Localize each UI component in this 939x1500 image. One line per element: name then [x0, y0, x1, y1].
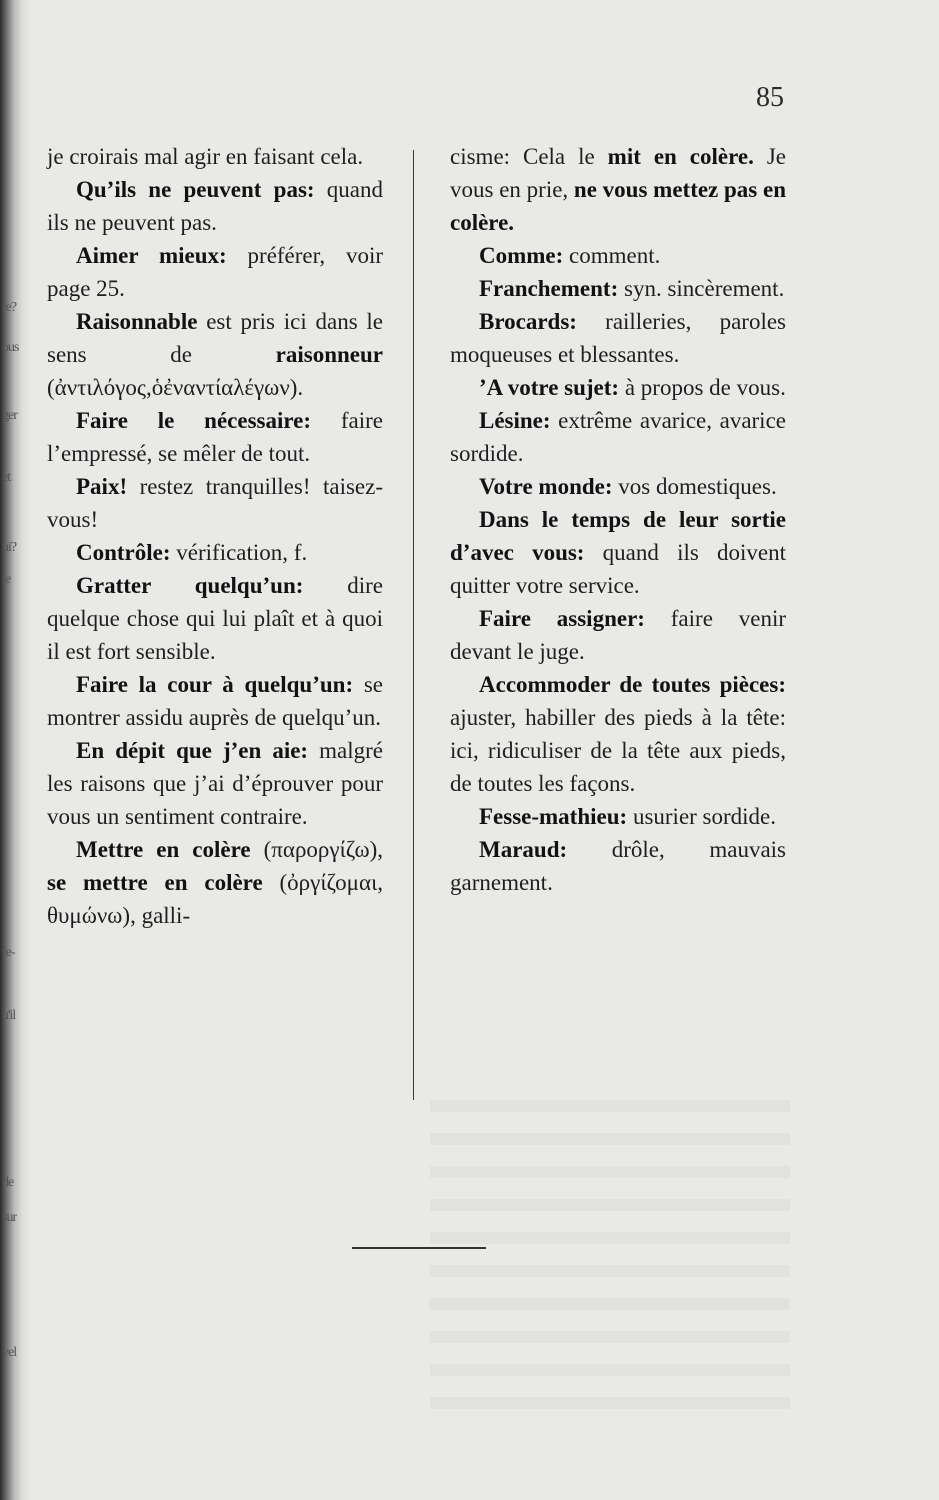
- entry-definition: à propos de vous.: [619, 375, 786, 400]
- entry-definition: malgré les raisons que j’ai d’éprouver pour vous un sentiment contraire.: [47, 738, 384, 829]
- entry-definition: quand ils doivent quitter votre service.: [450, 540, 786, 598]
- glossary-entry: [47, 404, 383, 470]
- entry-definition: je croirais mal agir en faisant cela.: [47, 144, 364, 169]
- end-rule: [352, 1247, 486, 1249]
- entry-definition: usurier sordide.: [627, 804, 777, 829]
- glossary-entry: [47, 470, 383, 536]
- binding-gutter: [0, 0, 30, 1500]
- entry-definition: faire l’empressé, se mêler de tout.: [47, 408, 383, 466]
- bleed-text: et: [2, 470, 11, 485]
- entry-definition: quand ils ne peuvent pas.: [47, 177, 383, 235]
- entry-definition: Je vous en prie,: [450, 144, 786, 202]
- entry-term: mit en colère.: [607, 144, 754, 169]
- entry-term: Brocards:: [479, 309, 577, 334]
- glossary-entry: [47, 734, 383, 833]
- entry-definition: dire quelque chose qui lui plaît et à quoi il est fort sensible.: [47, 573, 383, 664]
- entry-term: Mettre en colère: [76, 837, 251, 862]
- glossary-entry: [47, 569, 383, 668]
- entry-term: Comme:: [479, 243, 564, 268]
- entry-term: Faire la cour à quelqu’un:: [76, 672, 354, 697]
- glossary-entry: [47, 173, 383, 239]
- left-column: [47, 140, 383, 932]
- entry-definition: vos domestiques.: [612, 474, 777, 499]
- bleed-text: vel: [2, 1345, 17, 1360]
- bleed-text: u'il: [2, 1008, 16, 1023]
- glossary-entry: [47, 239, 383, 305]
- entry-definition: railleries, paroles moqueuses et blessantes.: [450, 309, 786, 367]
- reverse-page-showthrough: [430, 1100, 790, 1420]
- entry-term: Faire le nécessaire:: [76, 408, 312, 433]
- entry-term: Aimer mieux:: [76, 243, 227, 268]
- entry-term: Dans le temps de leur sortie d’avec vous:: [450, 507, 786, 565]
- entry-term: raisonneur: [275, 342, 383, 367]
- entry-term: En dépit que j’en aie:: [76, 738, 309, 763]
- glossary-entry: [450, 272, 786, 305]
- entry-term: ’A votre sujet:: [479, 375, 620, 400]
- entry-term: Faire assigner:: [479, 606, 645, 631]
- glossary-entry: [47, 140, 383, 173]
- entry-definition: (ὀργίζομαι, θυμώνω), galli-: [47, 870, 384, 928]
- entry-definition: comment.: [563, 243, 661, 268]
- entry-term: se mettre en colère: [47, 870, 263, 895]
- glossary-entry: [450, 239, 786, 272]
- glossary-entry: [450, 800, 786, 833]
- glossary-entry: [47, 305, 383, 404]
- entry-term: ne vous mettez pas en colère.: [450, 177, 787, 235]
- entry-definition: extrême avarice, avarice sordide.: [450, 408, 786, 466]
- entry-term: Fesse-mathieu:: [479, 804, 628, 829]
- entry-term: Gratter quelqu’un:: [76, 573, 304, 598]
- entry-term: Paix!: [76, 474, 128, 499]
- entry-definition: faire venir devant le juge.: [450, 606, 786, 664]
- entry-definition: ajuster, habiller des pieds à la tête: ici, ridiculiser de la tête aux pieds, de toutes les façons.: [450, 705, 786, 796]
- entry-definition: (ἀντιλόγος,ὁἐναντίαλέγων).: [47, 375, 304, 400]
- page-number: 85: [756, 82, 784, 113]
- entry-definition: (παροργίζω),: [250, 837, 384, 862]
- entry-definition: restez tranquilles! taisez-vous!: [47, 474, 383, 532]
- entry-definition: préférer, voir page 25.: [47, 243, 383, 301]
- entry-term: Maraud:: [479, 837, 568, 862]
- entry-definition: drôle, mauvais garnement.: [450, 837, 786, 895]
- entry-term: Accommoder de toutes pièces:: [479, 672, 786, 697]
- entry-term: Qu’ils ne peuvent pas:: [76, 177, 315, 202]
- bleed-text: ger: [2, 408, 17, 423]
- entry-definition: syn. sincèrement.: [618, 276, 785, 301]
- entry-definition: se montrer assidu auprès de quelqu’un.: [47, 672, 383, 730]
- bleed-text: de: [2, 1175, 14, 1190]
- glossary-entry: [450, 470, 786, 503]
- bleed-text: sur: [2, 1210, 17, 1225]
- entry-term: Contrôle:: [76, 540, 171, 565]
- bleed-text: le: [2, 572, 11, 587]
- glossary-entry: [450, 602, 786, 668]
- column-divider: [413, 150, 414, 1100]
- glossary-entry: [47, 833, 383, 932]
- glossary-entry: [450, 833, 786, 899]
- glossary-entry: [450, 140, 786, 239]
- entry-term: Raisonnable: [76, 309, 198, 334]
- bleed-text: fe-: [2, 945, 15, 960]
- entry-definition: est pris ici dans le sens de: [47, 309, 383, 367]
- entry-term: Lésine:: [479, 408, 551, 433]
- glossary-entry: [450, 503, 786, 602]
- glossary-entry: [47, 536, 383, 569]
- entry-term: Franchement:: [479, 276, 619, 301]
- bleed-text: re?: [2, 300, 17, 315]
- bleed-text: ous: [2, 340, 19, 355]
- entry-term: Votre monde:: [479, 474, 613, 499]
- entry-definition: cisme: Cela le: [450, 144, 608, 169]
- glossary-entry: [450, 668, 786, 800]
- right-column: [450, 140, 786, 899]
- glossary-entry: [450, 305, 786, 371]
- entry-definition: vérification, f.: [170, 540, 308, 565]
- bleed-text: ui?: [2, 540, 17, 555]
- glossary-entry: [450, 371, 786, 404]
- glossary-entry: [450, 404, 786, 470]
- glossary-entry: [47, 668, 383, 734]
